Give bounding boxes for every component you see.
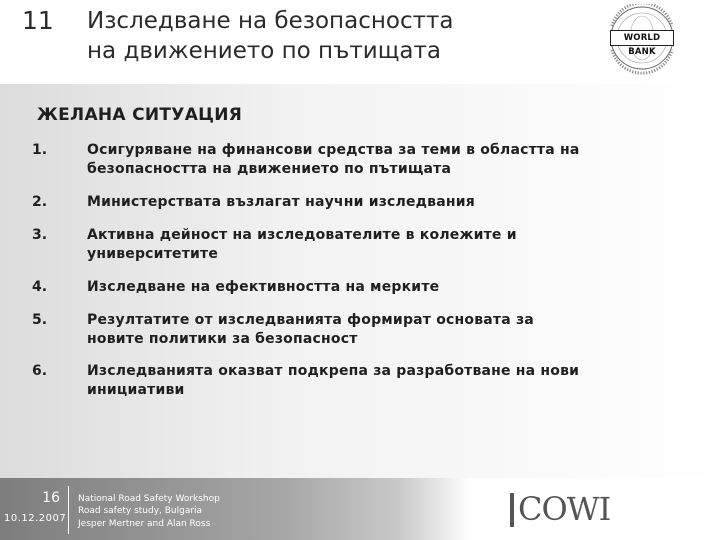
list-item <box>87 362 677 400</box>
item-number: 4. <box>32 279 48 295</box>
list-item <box>87 226 677 264</box>
item-number: 3. <box>32 227 48 243</box>
list-item <box>87 193 677 212</box>
item-line-1: Министерствата възлагат научни изследвания <box>87 194 475 210</box>
page-number: 16 <box>42 490 60 506</box>
item-line-1: Активна дейност на изследователите в колежите и <box>87 227 517 243</box>
list-item <box>87 141 677 179</box>
footer-band <box>0 478 470 540</box>
footer-study: Road safety study, Bulgaria <box>78 506 203 516</box>
title-line-2: на движението по пътищата <box>87 38 441 64</box>
item-line-2: новите политики за безопасност <box>87 331 358 347</box>
item-line-1: Резултатите от изследванията формират основата за <box>87 312 534 328</box>
footer <box>0 478 720 540</box>
footer-authors: Jesper Mertner and Alan Ross <box>78 519 211 529</box>
world-bank-label: WORLD BANK <box>610 30 674 46</box>
item-line-2: университетите <box>87 246 219 262</box>
footer-date: 10.12.2007 <box>4 513 67 524</box>
item-line-1: Изследване на ефективността на мерките <box>87 279 440 295</box>
footer-event: National Road Safety Workshop <box>78 494 220 504</box>
item-number: 6. <box>32 363 48 379</box>
item-number: 1. <box>32 142 48 158</box>
item-number: 5. <box>32 312 48 328</box>
slide-title <box>87 6 567 66</box>
item-number: 2. <box>32 194 48 210</box>
item-line-2: безопасността на движението по пътищата <box>87 161 452 177</box>
list-item <box>87 278 677 297</box>
title-line-1: Изследване на безопасността <box>87 8 454 34</box>
slide-number: 11 <box>22 6 54 35</box>
section-heading: ЖЕЛАНА СИТУАЦИЯ <box>37 105 243 125</box>
cowi-logo <box>510 490 610 530</box>
item-line-1: Изследванията оказват подкрепа за разработване на нови <box>87 363 580 379</box>
cowi-logo-text: COWI <box>518 490 611 528</box>
item-line-2: инициативи <box>87 382 185 398</box>
world-bank-logo <box>596 4 688 76</box>
footer-divider <box>68 486 69 534</box>
list-item <box>87 311 677 349</box>
item-line-1: Осигуряване на финансови средства за теми в областта на <box>87 142 580 158</box>
cowi-logo-bar-icon <box>510 493 514 527</box>
